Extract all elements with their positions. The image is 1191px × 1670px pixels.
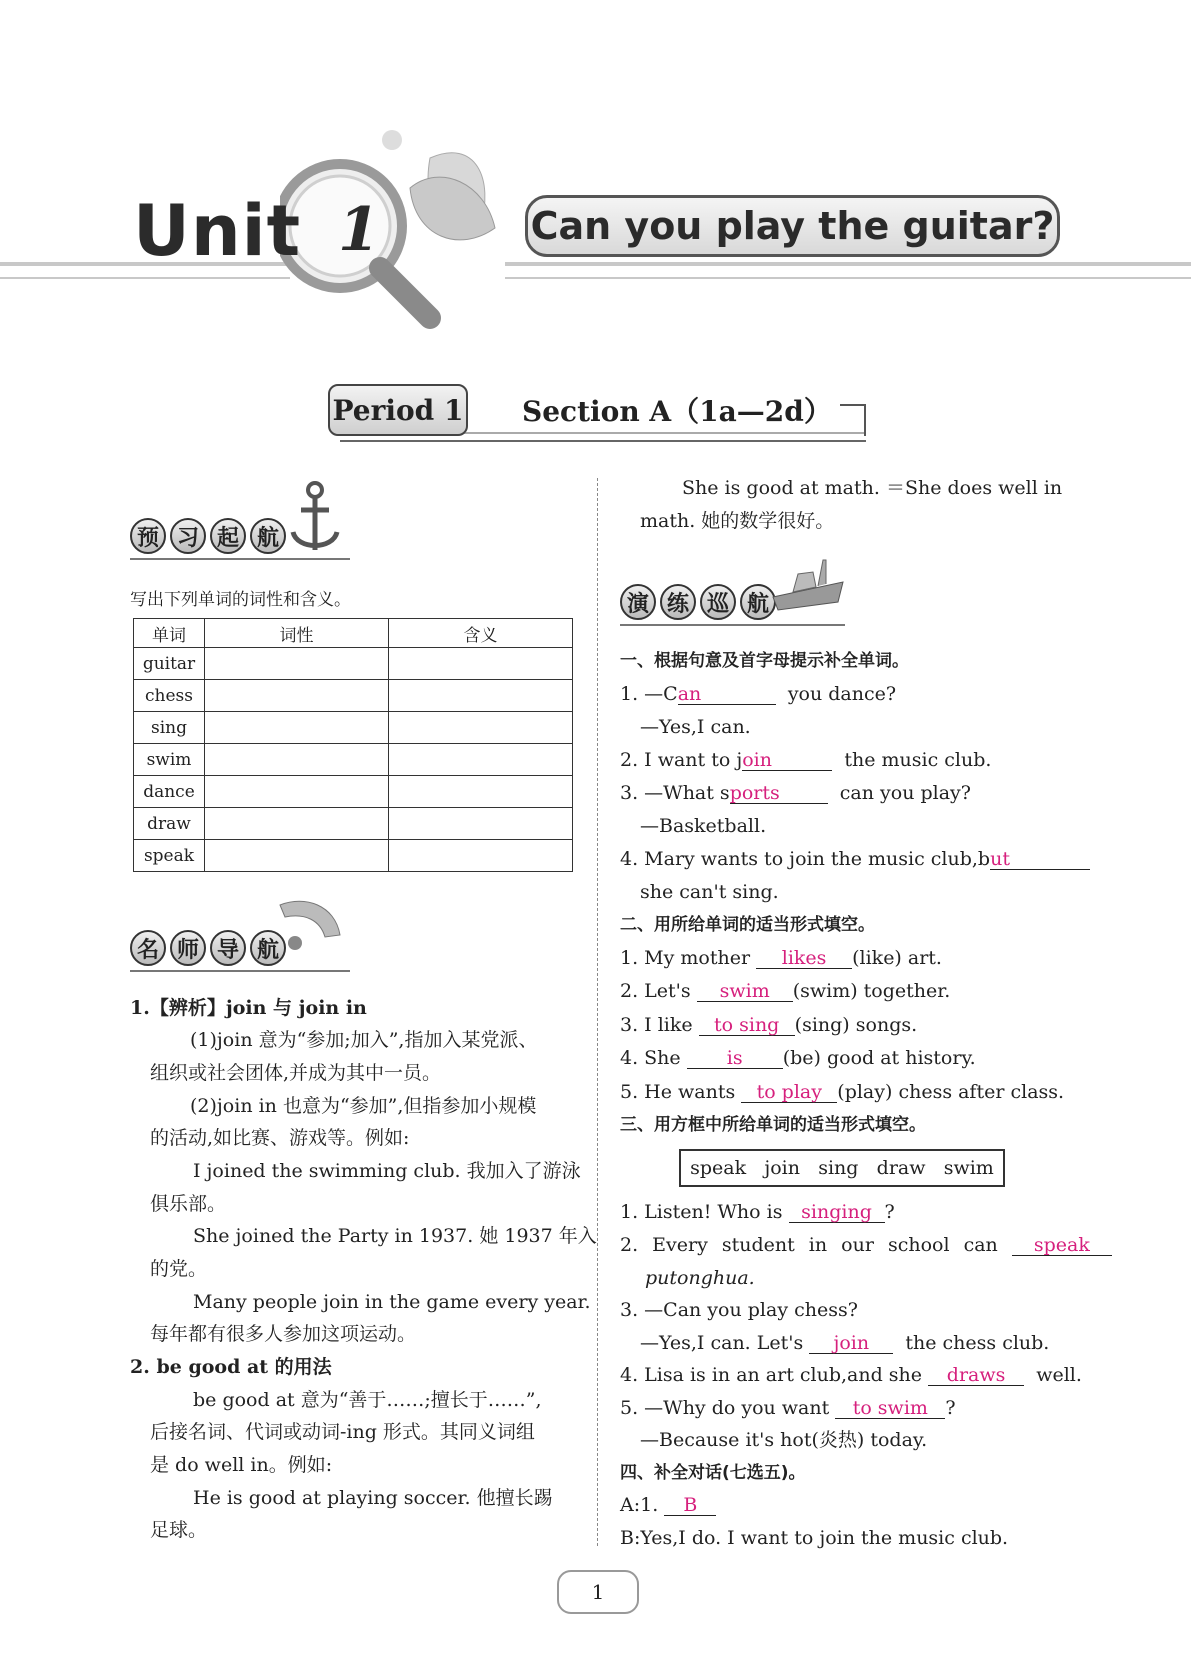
vocab-word: sing: [134, 712, 205, 744]
ex1-q3b: —Basketball.: [640, 815, 767, 837]
answer-blank[interactable]: draws: [928, 1365, 1024, 1386]
question-text: you dance?: [787, 683, 897, 705]
table-row: [134, 744, 573, 776]
vocab-word: swim: [134, 744, 205, 776]
note-line: 足球。: [150, 1519, 208, 1541]
exercise3-title: 三、用方框中所给单词的适当形式填空。: [620, 1115, 926, 1135]
table-row: [134, 840, 573, 872]
period-bracket: [840, 404, 866, 436]
question-text: 2. Every student in our school can: [620, 1234, 998, 1256]
vocab-header: 词性: [205, 619, 389, 648]
question-text: can you play?: [839, 782, 971, 804]
pos-cell[interactable]: [205, 744, 389, 776]
question-text: the chess club.: [905, 1332, 1050, 1354]
table-row: [134, 712, 573, 744]
vocab-word: dance: [134, 776, 205, 808]
ex1-q4: [620, 849, 1090, 870]
vocab-instruction: 写出下列单词的词性和含义。: [130, 590, 351, 610]
section-badge-teacher: [130, 930, 286, 966]
badge-char: 演: [620, 584, 656, 620]
note-line: 组织或社会团体,并成为其中一员。: [150, 1062, 442, 1084]
box-word: sing: [818, 1157, 859, 1179]
vocab-word: draw: [134, 808, 205, 840]
question-text: well.: [1036, 1364, 1082, 1386]
answer-blank[interactable]: to swim: [835, 1398, 945, 1419]
question-text: (sing) songs.: [794, 1014, 918, 1036]
header-rule-right-thin: [505, 277, 1191, 279]
answer-blank[interactable]: an: [678, 684, 776, 705]
ex2-q4: [620, 1048, 976, 1069]
answer-blank[interactable]: to sing: [699, 1015, 795, 1036]
question-text: ?: [945, 1397, 956, 1419]
badge-char: 习: [170, 518, 206, 554]
column-divider: [597, 478, 598, 1546]
ex1-q4b: she can't sing.: [640, 881, 779, 903]
note-line: Many people join in the game every year.: [193, 1291, 591, 1313]
vocab-header: 单词: [134, 619, 205, 648]
ex1-q3: [620, 783, 971, 804]
question-text: the music club.: [844, 749, 992, 771]
badge-char: 巡: [700, 584, 736, 620]
question-text: 5. He wants: [620, 1081, 736, 1103]
badge-char: 预: [130, 518, 166, 554]
question-text: 4. Mary wants to join the music club,b: [620, 848, 991, 870]
exercise2-title: 二、用所给单词的适当形式填空。: [620, 915, 875, 935]
box-word: speak: [690, 1157, 747, 1179]
question-text: 2. I want to j: [620, 749, 743, 771]
answer-blank[interactable]: singing: [789, 1202, 885, 1223]
vocab-word: speak: [134, 840, 205, 872]
table-row: [134, 808, 573, 840]
answer-blank[interactable]: swim: [697, 981, 793, 1002]
note-line: He is good at playing soccer. 他擅长踢: [193, 1487, 553, 1509]
question-text: 3. —What s: [620, 782, 730, 804]
note-line: 的党。: [150, 1258, 208, 1280]
word-box: [679, 1149, 1005, 1187]
ex1-q1b: —Yes,I can.: [640, 716, 751, 738]
header-rule-right: [505, 262, 1191, 266]
question-text: (be) good at history.: [782, 1047, 976, 1069]
note-line: I joined the swimming club. 我加入了游泳: [193, 1160, 581, 1182]
page-number: 1: [557, 1570, 639, 1614]
question-text: 1. Listen! Who is: [620, 1201, 783, 1223]
question-text: 1. —C: [620, 683, 678, 705]
question-text: ?: [884, 1201, 895, 1223]
ex1-q1: [620, 684, 896, 705]
pos-cell[interactable]: [205, 776, 389, 808]
ex4-a: [620, 1495, 716, 1516]
badge-char: 练: [660, 584, 696, 620]
badge-char: 名: [130, 930, 166, 966]
note-line: 的活动,如比赛、游戏等。例如:: [150, 1127, 410, 1149]
exercise1-title: 一、根据句意及首字母提示补全单词。: [620, 651, 909, 671]
answer-blank[interactable]: to play: [741, 1082, 837, 1103]
answer-blank[interactable]: ports: [730, 783, 828, 804]
unit-number: 1: [338, 195, 380, 265]
meaning-cell[interactable]: [389, 776, 573, 808]
badge-char: 导: [210, 930, 246, 966]
ex2-q5: [620, 1082, 1064, 1103]
answer-blank[interactable]: join: [809, 1333, 893, 1354]
answer-blank[interactable]: speak: [1012, 1235, 1112, 1256]
note-line: 是 do well in。例如:: [150, 1454, 333, 1476]
meaning-cell[interactable]: [389, 712, 573, 744]
vocab-word: chess: [134, 680, 205, 712]
pos-cell[interactable]: [205, 840, 389, 872]
ex3-q3a: 3. —Can you play chess?: [620, 1299, 858, 1321]
badge-char: 航: [250, 930, 286, 966]
meaning-cell[interactable]: [389, 680, 573, 712]
note-line: 后接名词、代词或动词-ing 形式。其同义词组: [150, 1421, 535, 1443]
note-line: (2)join in 也意为“参加”,但指参加小规模: [190, 1095, 537, 1117]
anchor-icon: [285, 480, 345, 560]
question-text: 4. She: [620, 1047, 681, 1069]
note-line: She joined the Party in 1937. 她 1937 年入: [193, 1225, 597, 1247]
meaning-cell[interactable]: [389, 840, 573, 872]
question-text: 4. Lisa is in an art club,and she: [620, 1364, 923, 1386]
ex3-q1: [620, 1202, 895, 1223]
question-text: 5. —Why do you want: [620, 1397, 830, 1419]
exercise4-title: 四、补全对话(七选五)。: [620, 1463, 806, 1483]
table-row: [134, 648, 573, 680]
ship-icon: [768, 552, 848, 617]
badge-underline: [130, 558, 350, 560]
ex3-q5a: [620, 1398, 956, 1419]
meaning-cell[interactable]: [389, 648, 573, 680]
ex3-q2-cont: putonghua.: [645, 1267, 755, 1289]
table-row: [134, 680, 573, 712]
badge-char: 起: [210, 518, 246, 554]
box-word: swim: [943, 1157, 994, 1179]
note-line: She is good at math. ＝She does well in: [682, 477, 1063, 499]
badge-char: 航: [740, 584, 776, 620]
answer-blank[interactable]: likes: [756, 948, 852, 969]
badge-char: 航: [250, 518, 286, 554]
note-line: 每年都有很多人参加这项运动。: [150, 1323, 417, 1345]
note-line: (1)join 意为“参加;加入”,指加入某党派、: [190, 1029, 538, 1051]
section-badge-preview: [130, 518, 286, 554]
table-row: [134, 776, 573, 808]
badge-underline: [620, 624, 845, 626]
answer-blank[interactable]: is: [687, 1048, 783, 1069]
ex2-q1: [620, 948, 942, 969]
question-text: —Yes,I can. Let's: [640, 1332, 804, 1354]
ex2-q2: [620, 981, 950, 1002]
ex4-b: B:Yes,I do. I want to join the music club.: [620, 1527, 1009, 1549]
box-word: draw: [876, 1157, 926, 1179]
note1-title: 1.【辨析】join 与 join in: [130, 997, 367, 1019]
compass-icon: [275, 895, 345, 955]
box-word: join: [764, 1157, 800, 1179]
vocab-header: 含义: [389, 619, 573, 648]
header-rule-left-thin: [0, 277, 290, 279]
note-line: math. 她的数学很好。: [640, 510, 835, 532]
question-text: A:1.: [620, 1494, 659, 1516]
note2-title: 2. be good at 的用法: [130, 1356, 332, 1378]
question-text: (like) art.: [852, 947, 942, 969]
unit-title-box: [525, 195, 1060, 257]
question-text: (swim) together.: [792, 980, 951, 1002]
question-text: 3. I like: [620, 1014, 693, 1036]
badge-underline: [130, 970, 350, 972]
ex3-q5b: —Because it's hot(炎热) today.: [640, 1429, 928, 1451]
question-text: 2. Let's: [620, 980, 691, 1002]
badge-char: 师: [170, 930, 206, 966]
meaning-cell[interactable]: [389, 744, 573, 776]
pos-cell[interactable]: [205, 680, 389, 712]
pos-cell[interactable]: [205, 648, 389, 680]
ex3-q3b: [640, 1333, 1049, 1354]
ex2-q3: [620, 1015, 917, 1036]
ex3-q4: [620, 1365, 1082, 1386]
magnifier-leaf-icon: [280, 118, 510, 333]
ex3-q2: [620, 1235, 1112, 1256]
section-title: Section A（1a—2d）: [522, 395, 832, 428]
question-text: 1. My mother: [620, 947, 751, 969]
period-label: Period 1: [328, 384, 468, 436]
vocab-word: guitar: [134, 648, 205, 680]
pos-cell[interactable]: [205, 808, 389, 840]
question-text: (play) chess after class.: [837, 1081, 1065, 1103]
meaning-cell[interactable]: [389, 808, 573, 840]
ex1-q2: [620, 750, 991, 771]
unit-title: Can you play the guitar?: [530, 204, 1055, 248]
unit-label: Unit: [133, 190, 302, 272]
note-line: be good at 意为“善于……;擅长于……”,: [193, 1389, 542, 1411]
section-badge-practice: [620, 584, 776, 620]
answer-blank[interactable]: ut: [990, 849, 1090, 870]
pos-cell[interactable]: [205, 712, 389, 744]
answer-blank[interactable]: oin: [742, 750, 832, 771]
note-line: 俱乐部。: [150, 1193, 227, 1215]
vocab-table: [133, 618, 573, 872]
answer-blank[interactable]: B: [664, 1495, 716, 1516]
